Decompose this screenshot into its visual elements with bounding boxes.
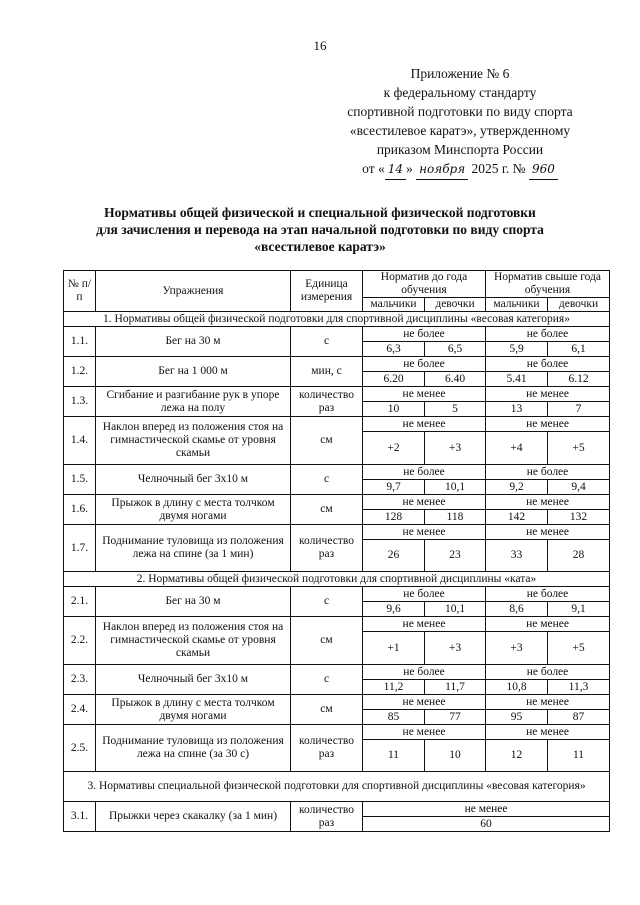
norm-value: 9,6 [363,602,425,617]
table-row [64,495,610,510]
unit-cell: с [291,327,363,357]
header-exercise: Упражнения [96,271,291,312]
norms-table [63,270,610,832]
header-num: № п/п [64,271,96,312]
table-row [64,802,610,817]
norm-value: 10,1 [425,480,486,495]
exercise-name: Бег на 30 м [96,587,291,617]
norm-value: 6.20 [363,372,425,387]
norm-label: не менее [363,725,486,740]
unit-cell [291,725,363,772]
row-number: 2.4. [64,695,96,725]
row-number: 1.4. [64,417,96,465]
norm-value: +3 [425,432,486,465]
norm-value: 5.41 [486,372,548,387]
norm-value: 12 [486,740,548,772]
norm-label: не менее [363,802,610,817]
norm-value: 11 [363,740,425,772]
unit-label: количество раз [299,803,354,829]
exercise-name: Поднимание туловища из положения лежа на спине (за 1 мин) [96,525,291,572]
title-line: Нормативы общей физической и специальной физической подготовки [104,205,536,220]
unit-cell: см [291,695,363,725]
annex-date-line [330,159,590,180]
norm-label: не более [363,587,486,602]
norm-label: не менее [486,525,610,540]
date-month: ноября [416,160,468,180]
norm-value: 28 [548,540,610,572]
exercise-name: Челночный бег 3х10 м [96,465,291,495]
header-unit: Единица измерения [291,271,363,312]
norm-value: 6.12 [548,372,610,387]
section-title: 3. Нормативы специальной физической подготовки для спортивной дисциплины «весовая категория» [64,772,610,802]
annex-line: спортивной подготовки по виду спорта [347,104,573,119]
norm-value: 10,1 [425,602,486,617]
section-title: 1. Нормативы общей физической подготовки для спортивной дисциплины «весовая категория» [64,312,610,327]
norm-value: 6,1 [548,342,610,357]
norm-value: 9,7 [363,480,425,495]
norm-value: 6,5 [425,342,486,357]
norm-value: 6,3 [363,342,425,357]
row-number: 2.1. [64,587,96,617]
norm-value: +5 [548,432,610,465]
norm-value: 9,1 [548,602,610,617]
norm-label: не более [486,665,610,680]
unit-label: мин, с [311,365,342,377]
norm-label: не менее [486,387,610,402]
unit-cell: см [291,417,363,465]
norm-value: 77 [425,710,486,725]
norm-value: 11 [548,740,610,772]
row-number: 1.2. [64,357,96,387]
table-row [64,387,610,402]
date-day: 14 [385,160,406,180]
norm-label: не более [363,465,486,480]
unit-cell [291,802,363,832]
unit-cell: см [291,495,363,525]
header-boys: мальчики [363,298,425,312]
norm-label: не более [486,465,610,480]
unit-cell [291,357,363,387]
norm-label: не более [363,327,486,342]
exercise-name: Поднимание туловища из положения лежа на спине (за 30 с) [96,725,291,772]
norm-value: 13 [486,402,548,417]
unit-label: количество раз [299,535,354,560]
table-row [64,525,610,540]
norm-label: не менее [363,387,486,402]
row-number: 1.3. [64,387,96,417]
exercise-name: Наклон вперед из положения стоя на гимнастической скамье от уровня скамьи [96,417,291,465]
norm-value: 10 [425,740,486,772]
norm-label: не менее [363,417,486,432]
norm-value: 11,7 [425,680,486,695]
norm-value: +5 [548,632,610,665]
norm-value: 128 [363,510,425,525]
norm-label: не более [486,587,610,602]
norm-value: 60 [363,817,610,832]
norm-label: не более [486,357,610,372]
norm-value: 6.40 [425,372,486,387]
norm-value: +3 [486,632,548,665]
norm-value: 10,8 [486,680,548,695]
header-girls: девочки [548,298,610,312]
norm-value: 87 [548,710,610,725]
page-number: 16 [313,38,327,53]
date-prefix: от « [362,161,385,176]
norm-value: +2 [363,432,425,465]
row-number: 2.3. [64,665,96,695]
annex-block [330,64,590,180]
norm-value: 11,3 [548,680,610,695]
norm-value: 5,9 [486,342,548,357]
title-line: для зачисления и перевода на этап начальной подготовки по виду спорта [96,222,544,237]
norm-value: 26 [363,540,425,572]
section-title: 2. Нормативы общей физической подготовки для спортивной дисциплины «ката» [64,572,610,587]
date-quote: » [406,161,413,176]
norm-label: не более [363,357,486,372]
annex-line: приказом Минспорта России [376,142,544,157]
table-row [64,357,610,372]
norms-table-body [64,312,610,832]
table-row [64,725,610,740]
annex-line: Приложение № 6 [410,66,510,81]
header-over-year: Норматив свыше года обучения [486,271,610,298]
exercise-name: Прыжки через скакалку (за 1 мин) [96,802,291,832]
date-year: 2025 г. № [471,161,526,176]
norm-label: не менее [486,695,610,710]
row-number: 1.5. [64,465,96,495]
document-title [60,204,580,255]
norm-value: 33 [486,540,548,572]
norm-value: 9,2 [486,480,548,495]
norm-label: не менее [363,495,486,510]
unit-cell: с [291,587,363,617]
norm-value: +1 [363,632,425,665]
norm-label: не менее [486,495,610,510]
norm-label: не менее [363,617,486,632]
exercise-name: Челночный бег 3х10 м [96,665,291,695]
norm-value: 132 [548,510,610,525]
header-boys: мальчики [486,298,548,312]
norm-value: 7 [548,402,610,417]
row-number: 1.6. [64,495,96,525]
norm-label: не менее [486,617,610,632]
row-number: 2.2. [64,617,96,665]
norm-value: 118 [425,510,486,525]
unit-cell: с [291,465,363,495]
exercise-name: Сгибание и разгибание рук в упоре лежа на полу [96,387,291,417]
table-row [64,327,610,342]
table-row [64,465,610,480]
row-number: 3.1. [64,802,96,832]
norm-value: 23 [425,540,486,572]
norm-label: не менее [363,695,486,710]
row-number: 1.1. [64,327,96,357]
exercise-name: Бег на 30 м [96,327,291,357]
exercise-name: Бег на 1 000 м [96,357,291,387]
unit-label: количество раз [299,388,354,414]
order-number: 960 [529,160,558,180]
unit-cell [291,387,363,417]
exercise-name: Прыжок в длину с места толчком двумя ногами [96,695,291,725]
exercise-name: Наклон вперед из положения стоя на гимнастической скамье от уровня скамьи [96,617,291,665]
table-row [64,587,610,602]
norm-value: 95 [486,710,548,725]
norm-value: 5 [425,402,486,417]
title-line: «всестилевое каратэ» [254,239,386,254]
norm-label: не более [363,665,486,680]
unit-cell: с [291,665,363,695]
norm-label: не менее [486,417,610,432]
norm-value: 8,6 [486,602,548,617]
norm-value: 11,2 [363,680,425,695]
norm-label: не менее [486,725,610,740]
header-girls: девочки [425,298,486,312]
unit-label: количество раз [299,735,354,760]
table-row [64,695,610,710]
unit-cell: см [291,617,363,665]
row-number: 1.7. [64,525,96,572]
norm-value: +4 [486,432,548,465]
annex-line: к федеральному стандарту [383,85,537,100]
table-row [64,617,610,632]
norm-value: 9,4 [548,480,610,495]
norm-value: 85 [363,710,425,725]
table-row [64,665,610,680]
norm-label: не более [486,327,610,342]
norm-label: не менее [363,525,486,540]
table-row [64,417,610,432]
row-number: 2.5. [64,725,96,772]
header-under-year: Норматив до года обучения [363,271,486,298]
norm-value: 10 [363,402,425,417]
unit-cell [291,525,363,572]
norm-value: 142 [486,510,548,525]
annex-line: «всестилевое каратэ», утвержденному [349,123,571,138]
exercise-name: Прыжок в длину с места толчком двумя ногами [96,495,291,525]
norm-value: +3 [425,632,486,665]
